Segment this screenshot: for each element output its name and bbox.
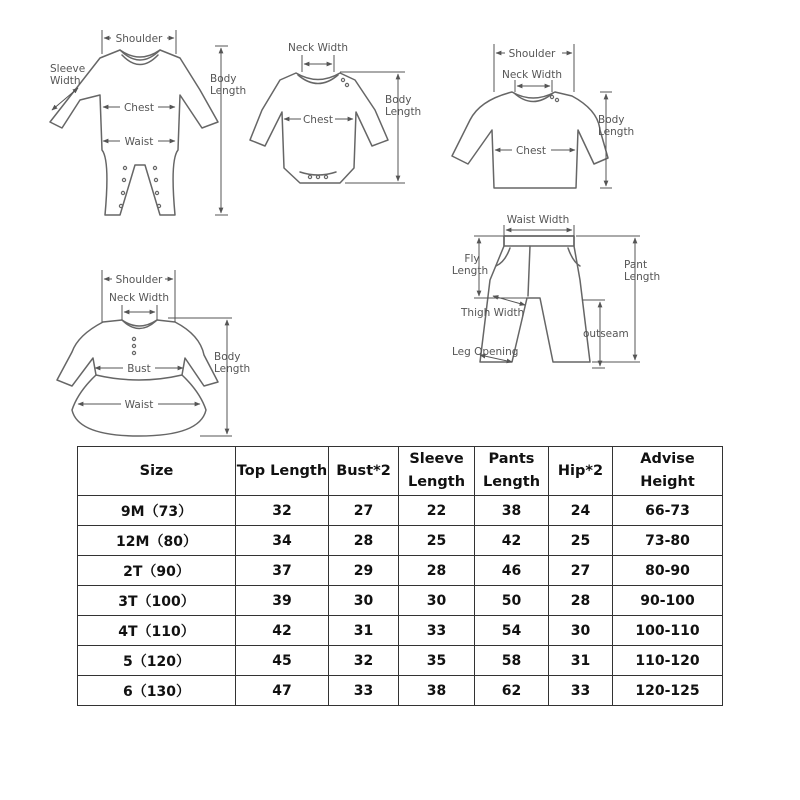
cell-hip: 28: [549, 586, 613, 616]
cell-hip: 33: [549, 676, 613, 706]
cell-sleeve-length: 35: [399, 646, 475, 676]
bodysuit-body-length-label: Body Length: [385, 94, 422, 118]
dress-shoulder-label: Shoulder: [115, 274, 163, 286]
bodysuit-neck-width-label: Neck Width: [287, 42, 349, 54]
cell-hip: 27: [549, 556, 613, 586]
cell-bust: 27: [329, 496, 399, 526]
header-hip: Hip*2: [549, 447, 613, 496]
top-diagram: [452, 44, 634, 188]
cell-sleeve-length: 38: [399, 676, 475, 706]
header-size: Size: [78, 447, 236, 496]
pants-outseam-label: outseam: [583, 328, 629, 340]
cell-bust: 33: [329, 676, 399, 706]
cell-size: 3T（100）: [78, 586, 236, 616]
cell-advise-height: 100-110: [613, 616, 723, 646]
cell-sleeve-length: 28: [399, 556, 475, 586]
cell-top-length: 42: [236, 616, 329, 646]
cell-sleeve-length: 22: [399, 496, 475, 526]
cell-top-length: 39: [236, 586, 329, 616]
dress-diagram: [57, 270, 250, 436]
bodysuit-diagram: [250, 42, 421, 183]
romper-sleeve-width-label: Sleeve Width: [50, 63, 86, 87]
top-body-length-label: Body Length: [598, 114, 635, 138]
pants-fly-length-label: Fly Length: [451, 253, 489, 277]
top-chest-label: Chest: [515, 145, 547, 157]
bodysuit-chest-label: Chest: [302, 114, 334, 126]
top-shoulder-label: Shoulder: [508, 48, 556, 60]
cell-pants-length: 58: [475, 646, 549, 676]
header-sleeve-length: Sleeve Length: [399, 447, 475, 496]
cell-pants-length: 42: [475, 526, 549, 556]
header-advise-height: Advise Height: [613, 447, 723, 496]
cell-advise-height: 90-100: [613, 586, 723, 616]
cell-hip: 31: [549, 646, 613, 676]
cell-top-length: 45: [236, 646, 329, 676]
table-row: [78, 676, 723, 706]
cell-top-length: 37: [236, 556, 329, 586]
cell-hip: 24: [549, 496, 613, 526]
pants-pant-length-label: Pant Length: [624, 259, 661, 283]
dress-waist-label: Waist: [124, 399, 154, 411]
header-bust: Bust*2: [329, 447, 399, 496]
cell-advise-height: 73-80: [613, 526, 723, 556]
pants-thigh-width-label: Thigh Width: [461, 307, 525, 319]
cell-sleeve-length: 25: [399, 526, 475, 556]
pants-waist-width-label: Waist Width: [506, 214, 570, 226]
header-pants-length: Pants Length: [475, 447, 549, 496]
dress-body-length-label: Body Length: [214, 351, 251, 375]
cell-size: 6（130）: [78, 676, 236, 706]
dress-neck-width-label: Neck Width: [108, 292, 170, 304]
cell-size: 5（120）: [78, 646, 236, 676]
cell-bust: 28: [329, 526, 399, 556]
cell-bust: 31: [329, 616, 399, 646]
cell-size: 12M（80）: [78, 526, 236, 556]
cell-advise-height: 66-73: [613, 496, 723, 526]
cell-advise-height: 120-125: [613, 676, 723, 706]
cell-hip: 25: [549, 526, 613, 556]
cell-pants-length: 50: [475, 586, 549, 616]
cell-size: 2T（90）: [78, 556, 236, 586]
table-row: [78, 586, 723, 616]
table-row: [78, 496, 723, 526]
cell-advise-height: 110-120: [613, 646, 723, 676]
cell-sleeve-length: 30: [399, 586, 475, 616]
cell-bust: 32: [329, 646, 399, 676]
pants-diagram: [452, 214, 660, 368]
romper-body-length-label: Body Length: [210, 73, 247, 97]
romper-chest-label: Chest: [123, 102, 155, 114]
cell-hip: 30: [549, 616, 613, 646]
cell-top-length: 32: [236, 496, 329, 526]
cell-size: 9M（73）: [78, 496, 236, 526]
cell-top-length: 34: [236, 526, 329, 556]
romper-diagram: [50, 30, 246, 215]
table-row: [78, 616, 723, 646]
top-neck-width-label: Neck Width: [501, 69, 563, 81]
table-row: [78, 556, 723, 586]
cell-bust: 30: [329, 586, 399, 616]
cell-sleeve-length: 33: [399, 616, 475, 646]
romper-waist-label: Waist: [124, 136, 154, 148]
size-chart-table: [77, 446, 723, 706]
cell-pants-length: 38: [475, 496, 549, 526]
pants-leg-opening-label: Leg Opening: [452, 346, 519, 358]
table-row: [78, 646, 723, 676]
header-top-length: Top Length: [236, 447, 329, 496]
cell-advise-height: 80-90: [613, 556, 723, 586]
table-header-row: [78, 447, 723, 496]
cell-pants-length: 46: [475, 556, 549, 586]
cell-pants-length: 62: [475, 676, 549, 706]
dress-bust-label: Bust: [127, 363, 151, 375]
romper-shoulder-label: Shoulder: [115, 33, 163, 45]
cell-bust: 29: [329, 556, 399, 586]
table-row: [78, 526, 723, 556]
cell-pants-length: 54: [475, 616, 549, 646]
cell-top-length: 47: [236, 676, 329, 706]
cell-size: 4T（110）: [78, 616, 236, 646]
